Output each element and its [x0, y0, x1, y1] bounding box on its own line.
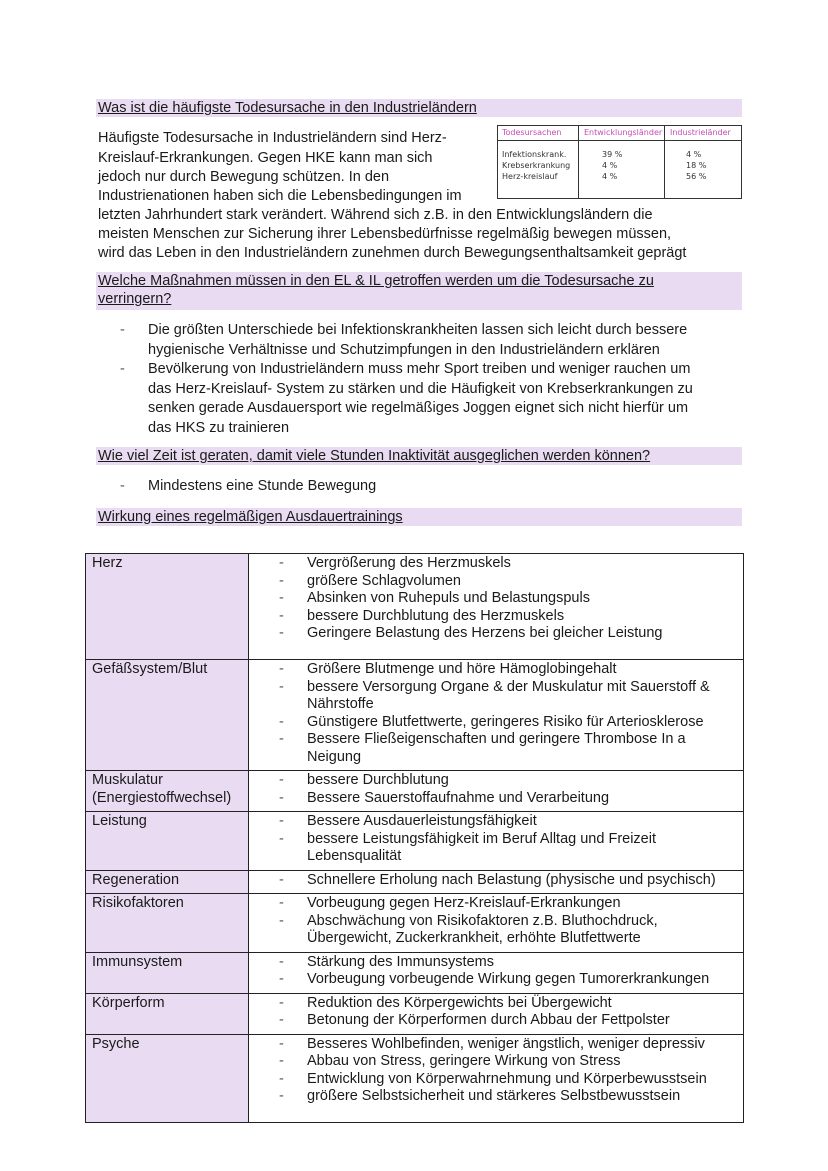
bullet-dash: -	[279, 994, 284, 1011]
effects-cell	[249, 993, 744, 1034]
bullet-dash: -	[279, 871, 284, 888]
category-cell	[86, 771, 249, 812]
bullet-line: hygienische Verhältnisse und Schutzimpfungen in den Industrieländern erklären	[148, 341, 660, 358]
list-item	[279, 590, 737, 608]
hw-row: Herz-kreislauf 4 % 56 %	[502, 172, 707, 181]
bullet-text: Mindestens eine Stunde Bewegung	[148, 478, 377, 494]
bullet-dash: -	[279, 830, 284, 847]
bullet-dash: -	[279, 912, 284, 929]
bullet-text	[148, 360, 693, 438]
list-item	[279, 555, 737, 573]
category-label: Immunsystem	[92, 953, 183, 970]
category-cell	[86, 554, 249, 660]
effect-text: Entwicklung von Körperwahrnehmung und Körperbewusstsein	[307, 1070, 707, 1087]
list-item	[279, 573, 737, 591]
category-label: Muskulatur	[92, 772, 163, 788]
bullet-line: Die größten Unterschiede bei Infektionskrankheiten lassen sich leicht durch bessere	[148, 322, 688, 338]
section2-heading-line1: Welche Maßnahmen müssen in den EL & IL getroffen werden um die Todesursache zu	[98, 273, 654, 289]
effects-cell	[249, 870, 744, 894]
effect-text: Vergrößerung des Herzmuskels	[307, 555, 511, 571]
effect-text: Stärkung des Immunsystems	[307, 953, 494, 970]
bullet-line: das HKS zu trainieren	[148, 419, 290, 436]
bullet-line: senken gerade Ausdauersport wie regelmäßiges Joggen eignet sich nicht hierfür um	[148, 400, 689, 416]
section1-line: wird das Leben in den Industrieländern zunehmen durch Bewegungsenthaltsamkeit geprägt	[98, 245, 687, 261]
bullet-item	[120, 321, 740, 360]
section2-heading	[96, 272, 742, 310]
effect-text: Reduktion des Körpergewichts bei Übergewicht	[307, 994, 612, 1011]
section1-line: jedoch nur durch Bewegung schützen. In den	[98, 169, 390, 185]
table-row	[86, 870, 744, 894]
effects-cell	[249, 660, 744, 771]
effects-cell	[249, 812, 744, 871]
bullet-dash: -	[279, 895, 284, 911]
table-row	[86, 771, 744, 812]
section3-bullets	[120, 477, 740, 497]
category-label: (Energiestoffwechsel)	[92, 789, 232, 806]
list-item	[279, 813, 737, 831]
list-item	[279, 790, 737, 808]
effect-text: Größere Blutmenge und höre Hämoglobingehalt	[307, 661, 617, 677]
bullet-dash: -	[120, 322, 125, 338]
section1-heading: Was ist die häufigste Todesursache in den Industrieländern	[96, 99, 742, 117]
effects-cell	[249, 952, 744, 993]
handwritten-cause-table	[497, 125, 742, 199]
bullet-dash: -	[279, 1053, 284, 1069]
category-cell	[86, 952, 249, 993]
list-item	[279, 625, 737, 643]
category-label: Herz	[92, 555, 123, 571]
hw-row: Infektionskrank. 39 % 4 %	[502, 150, 702, 159]
bullet-dash: -	[279, 572, 284, 589]
list-item	[279, 831, 737, 866]
section1-line: Kreislauf-Erkrankungen. Gegen HKE kann man sich	[98, 150, 433, 166]
effects-cell	[249, 771, 744, 812]
table-row	[86, 993, 744, 1034]
section1-line: meisten Menschen zur Sicherung ihrer Lebensbedürfnisse regelmäßig bewegen müssen,	[98, 226, 672, 242]
hw-header-el: Entwicklungsländer	[584, 128, 663, 137]
list-item	[279, 1053, 737, 1071]
effects-cell	[249, 1034, 744, 1122]
list-item	[279, 772, 737, 790]
list-item	[279, 971, 737, 989]
effect-text: Geringere Belastung des Herzens bei gleicher Leistung	[307, 625, 663, 641]
bullet-dash: -	[120, 478, 125, 494]
effect-text: Bessere Fließeigenschaften und geringere Thrombose In a Neigung	[307, 731, 686, 765]
list-item	[279, 1088, 737, 1106]
category-cell	[86, 870, 249, 894]
effects-table	[85, 553, 744, 1123]
section2-heading-line2: verringern?	[98, 291, 172, 307]
effect-text: Bessere Ausdauerleistungsfähigkeit	[307, 813, 537, 829]
bullet-line: Bevölkerung von Industrieländern muss mehr Sport treiben und weniger rauchen um	[148, 361, 691, 377]
bullet-dash: -	[279, 1070, 284, 1087]
effect-text: Abbau von Stress, geringere Wirkung von Stress	[307, 1053, 621, 1069]
bullet-item	[120, 477, 740, 497]
bullet-dash: -	[279, 678, 284, 695]
bullet-text	[148, 321, 687, 360]
section4-heading: Wirkung eines regelmäßigen Ausdauertrainings	[96, 508, 742, 526]
bullet-dash: -	[279, 661, 284, 677]
category-cell	[86, 894, 249, 953]
bullet-dash: -	[279, 607, 284, 624]
effect-text: Absinken von Ruhepuls und Belastungspuls	[307, 590, 590, 606]
bullet-dash: -	[279, 1088, 284, 1104]
effect-text: Schnellere Erholung nach Belastung (physische und psychisch)	[307, 871, 716, 888]
category-cell	[86, 660, 249, 771]
effect-text: Besseres Wohlbefinden, weniger ängstlich, weniger depressiv	[307, 1035, 705, 1052]
category-label: Gefäßsystem/Blut	[92, 661, 208, 677]
bullet-dash: -	[279, 971, 284, 987]
effect-text: Betonung der Körperformen durch Abbau der Fettpolster	[307, 1012, 670, 1028]
effect-text: bessere Durchblutung	[307, 772, 449, 788]
category-cell	[86, 1034, 249, 1122]
table-row	[86, 1034, 744, 1122]
category-cell	[86, 812, 249, 871]
effect-text: größere Schlagvolumen	[307, 572, 461, 589]
bullet-dash: -	[279, 713, 284, 730]
hw-row: Krebserkrankung 4 % 18 %	[502, 161, 707, 170]
bullet-dash: -	[279, 772, 284, 788]
bullet-item	[120, 360, 740, 438]
effect-text: bessere Durchblutung des Herzmuskels	[307, 607, 565, 624]
bullet-dash: -	[279, 1035, 284, 1052]
bullet-dash: -	[279, 1012, 284, 1028]
category-label: Leistung	[92, 813, 147, 829]
list-item	[279, 872, 737, 890]
effects-cell	[249, 894, 744, 953]
list-item	[279, 1012, 737, 1030]
section3-heading: Wie viel Zeit ist geraten, damit viele Stunden Inaktivität ausgeglichen werden können?	[96, 447, 742, 465]
bullet-dash: -	[279, 789, 284, 806]
list-item	[279, 1036, 737, 1054]
list-item	[279, 895, 737, 913]
effect-text: bessere Leistungsfähigkeit im Beruf Alltag und Freizeit Lebensqualität	[307, 830, 656, 864]
bullet-dash: -	[279, 625, 284, 641]
bullet-dash: -	[279, 813, 284, 829]
list-item	[279, 995, 737, 1013]
bullet-dash: -	[279, 953, 284, 970]
effect-text: Vorbeugung gegen Herz-Kreislauf-Erkrankungen	[307, 895, 621, 911]
hw-header-cause: Todesursachen	[502, 128, 562, 137]
category-label: Risikofaktoren	[92, 895, 184, 911]
bullet-dash: -	[279, 590, 284, 606]
hw-header-il: Industrieländer	[670, 128, 731, 137]
section1-line: letzten Jahrhundert stark verändert. Während sich z.B. in den Entwicklungsländern die	[98, 207, 653, 223]
effect-text: Bessere Sauerstoffaufnahme und Verarbeitung	[307, 789, 610, 806]
category-label: Körperform	[92, 994, 165, 1011]
section2-bullets	[120, 321, 740, 438]
bullet-line: das Herz-Kreislauf- System zu stärken und die Häufigkeit von Krebserkrankungen zu	[148, 380, 693, 397]
list-item	[279, 913, 737, 948]
list-item	[279, 661, 737, 679]
effect-text: Vorbeugung vorbeugende Wirkung gegen Tumorerkrankungen	[307, 971, 710, 987]
section1-line: Häufigste Todesursache in Industrieländern sind Herz-	[98, 130, 447, 146]
list-item	[279, 608, 737, 626]
bullet-dash: -	[120, 361, 125, 377]
list-item	[279, 731, 737, 766]
category-label: Psyche	[92, 1035, 140, 1052]
list-item	[279, 679, 737, 714]
category-label: Regeneration	[92, 871, 180, 888]
effect-text: Abschwächung von Risikofaktoren z.B. Bluthochdruck, Übergewicht, Zuckerkrankheit, erhöhte Blutfettwerte	[307, 912, 658, 946]
list-item	[279, 1071, 737, 1089]
table-row	[86, 554, 744, 660]
list-item	[279, 954, 737, 972]
category-cell	[86, 993, 249, 1034]
effect-text: Günstigere Blutfettwerte, geringeres Risiko für Arteriosklerose	[307, 713, 704, 730]
table-row	[86, 660, 744, 771]
bullet-dash: -	[279, 555, 284, 571]
effect-text: bessere Versorgung Organe & der Muskulatur mit Sauerstoff & Nährstoffe	[307, 678, 710, 712]
table-row	[86, 952, 744, 993]
section1-line: Industrienationen haben sich die Lebensbedingungen im	[98, 188, 462, 204]
bullet-dash: -	[279, 731, 284, 747]
table-row	[86, 894, 744, 953]
table-row	[86, 812, 744, 871]
effect-text: größere Selbstsicherheit und stärkeres Selbstbewusstsein	[307, 1088, 681, 1104]
list-item	[279, 714, 737, 732]
effects-cell	[249, 554, 744, 660]
